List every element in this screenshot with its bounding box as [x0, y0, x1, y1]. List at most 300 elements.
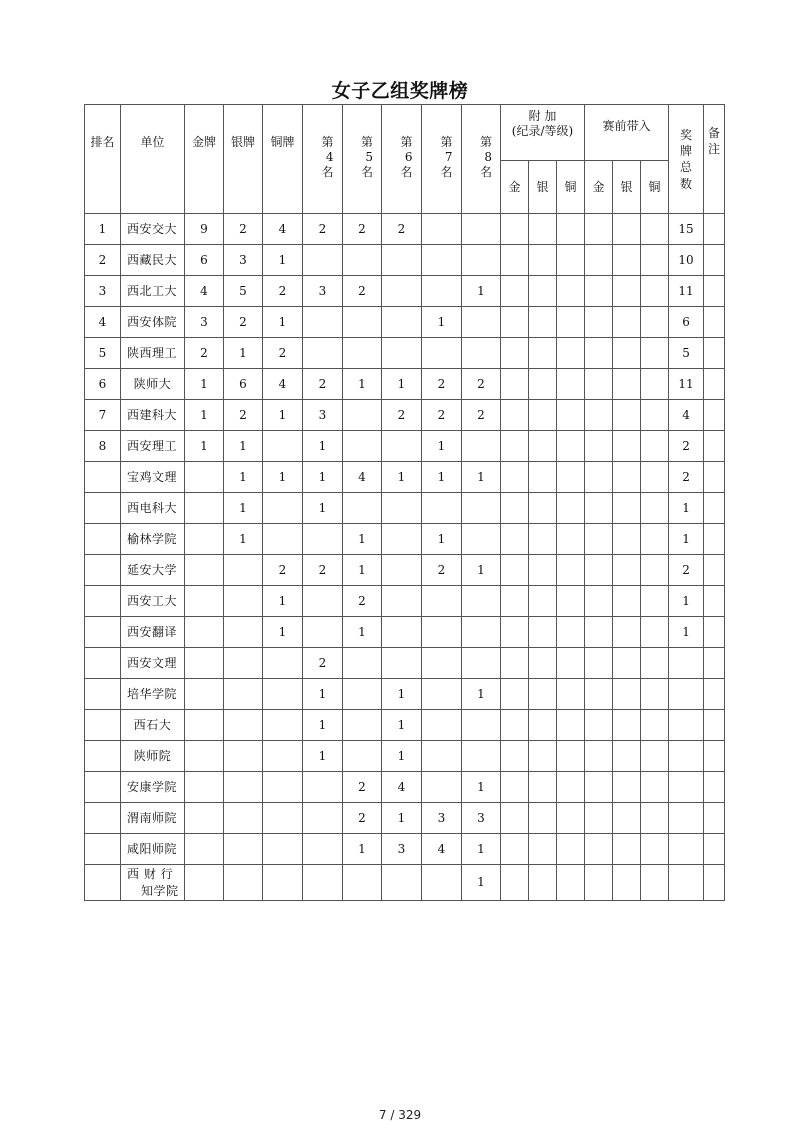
- table-row: [85, 555, 725, 586]
- header-place-4: 第 4 名: [303, 105, 343, 214]
- cell-total: 2: [669, 462, 704, 493]
- cell-p7: [422, 245, 462, 276]
- cell-silver: 6: [224, 369, 263, 400]
- cell-p7: 3: [422, 803, 462, 834]
- cell-p5: 2: [343, 772, 382, 803]
- cell-carried: [585, 834, 613, 865]
- cell-p6: 3: [382, 834, 422, 865]
- cell-p4: 2: [303, 555, 343, 586]
- cell-silver: 1: [224, 431, 263, 462]
- cell-p4: [303, 617, 343, 648]
- cell-total: [669, 834, 704, 865]
- cell-note: [704, 524, 725, 555]
- cell-p8: [462, 214, 501, 245]
- cell-extra: [557, 400, 585, 431]
- cell-note: [704, 772, 725, 803]
- cell-carried: [641, 803, 669, 834]
- cell-p5: 2: [343, 214, 382, 245]
- cell-total: 15: [669, 214, 704, 245]
- cell-extra: [501, 834, 529, 865]
- cell-silver: [224, 710, 263, 741]
- table-row: [85, 803, 725, 834]
- cell-silver: [224, 586, 263, 617]
- cell-p7: 2: [422, 555, 462, 586]
- cell-rank: [85, 710, 121, 741]
- cell-extra: [501, 710, 529, 741]
- cell-carried: [641, 617, 669, 648]
- cell-note: [704, 555, 725, 586]
- cell-silver: [224, 648, 263, 679]
- cell-rank: [85, 555, 121, 586]
- cell-carried: [585, 245, 613, 276]
- cell-extra: [501, 276, 529, 307]
- cell-unit: 西北工大: [121, 276, 185, 307]
- cell-p5: [343, 307, 382, 338]
- cell-carried: [613, 648, 641, 679]
- cell-total: 1: [669, 617, 704, 648]
- cell-p6: [382, 617, 422, 648]
- table-row: [85, 772, 725, 803]
- cell-carried: [641, 214, 669, 245]
- cell-rank: 8: [85, 431, 121, 462]
- cell-p4: 2: [303, 369, 343, 400]
- cell-gold: 1: [185, 431, 224, 462]
- cell-extra: [501, 245, 529, 276]
- cell-carried: [585, 524, 613, 555]
- cell-rank: [85, 803, 121, 834]
- cell-rank: 6: [85, 369, 121, 400]
- header-carried-silver: 银: [613, 161, 641, 214]
- cell-carried: [613, 555, 641, 586]
- cell-gold: [185, 617, 224, 648]
- cell-bronze: 4: [263, 369, 303, 400]
- cell-bronze: 1: [263, 245, 303, 276]
- cell-p5: [343, 245, 382, 276]
- cell-p6: [382, 524, 422, 555]
- cell-silver: [224, 741, 263, 772]
- cell-carried: [641, 865, 669, 901]
- cell-p8: [462, 586, 501, 617]
- cell-total: [669, 710, 704, 741]
- cell-carried: [641, 307, 669, 338]
- cell-p8: [462, 493, 501, 524]
- cell-extra: [501, 648, 529, 679]
- table-row: [85, 741, 725, 772]
- cell-carried: [641, 276, 669, 307]
- cell-note: [704, 679, 725, 710]
- cell-note: [704, 648, 725, 679]
- cell-extra: [557, 772, 585, 803]
- cell-extra: [557, 245, 585, 276]
- cell-unit: 渭南师院: [121, 803, 185, 834]
- cell-extra: [557, 834, 585, 865]
- cell-total: [669, 772, 704, 803]
- cell-total: [669, 741, 704, 772]
- cell-carried: [585, 493, 613, 524]
- cell-carried: [613, 307, 641, 338]
- cell-extra: [557, 586, 585, 617]
- cell-note: [704, 307, 725, 338]
- cell-carried: [613, 741, 641, 772]
- cell-extra: [501, 555, 529, 586]
- cell-p7: [422, 338, 462, 369]
- cell-p6: [382, 245, 422, 276]
- cell-unit: 西安文理: [121, 648, 185, 679]
- cell-p6: [382, 648, 422, 679]
- cell-silver: [224, 834, 263, 865]
- cell-p8: 1: [462, 834, 501, 865]
- cell-carried: [613, 865, 641, 901]
- cell-extra: [557, 338, 585, 369]
- cell-total: 11: [669, 276, 704, 307]
- cell-carried: [613, 524, 641, 555]
- cell-rank: [85, 648, 121, 679]
- cell-carried: [585, 214, 613, 245]
- medal-table-body: [85, 214, 725, 901]
- cell-carried: [641, 493, 669, 524]
- cell-unit: 西安理工: [121, 431, 185, 462]
- cell-bronze: 2: [263, 276, 303, 307]
- cell-p8: [462, 741, 501, 772]
- cell-extra: [501, 586, 529, 617]
- cell-extra: [501, 431, 529, 462]
- cell-p6: [382, 865, 422, 901]
- cell-total: 11: [669, 369, 704, 400]
- cell-note: [704, 710, 725, 741]
- cell-silver: 1: [224, 524, 263, 555]
- cell-p5: 1: [343, 555, 382, 586]
- cell-gold: [185, 834, 224, 865]
- cell-gold: 2: [185, 338, 224, 369]
- cell-p4: 2: [303, 648, 343, 679]
- cell-p7: [422, 493, 462, 524]
- cell-gold: 1: [185, 369, 224, 400]
- cell-p4: [303, 834, 343, 865]
- cell-carried: [585, 617, 613, 648]
- header-place-6: 第 6 名: [382, 105, 422, 214]
- cell-note: [704, 493, 725, 524]
- cell-carried: [613, 214, 641, 245]
- cell-p4: [303, 586, 343, 617]
- cell-note: [704, 834, 725, 865]
- cell-p4: [303, 524, 343, 555]
- cell-total: 10: [669, 245, 704, 276]
- cell-p8: 1: [462, 555, 501, 586]
- cell-p6: [382, 586, 422, 617]
- cell-p7: [422, 617, 462, 648]
- table-row: [85, 338, 725, 369]
- cell-unit: 延安大学: [121, 555, 185, 586]
- table-row: [85, 865, 725, 901]
- cell-p4: [303, 338, 343, 369]
- cell-extra: [529, 214, 557, 245]
- cell-p7: 1: [422, 462, 462, 493]
- cell-extra: [501, 524, 529, 555]
- medal-table: [84, 104, 725, 901]
- table-row: [85, 400, 725, 431]
- cell-p8: 1: [462, 462, 501, 493]
- cell-carried: [613, 431, 641, 462]
- cell-extra: [557, 524, 585, 555]
- cell-extra: [557, 803, 585, 834]
- cell-p4: 3: [303, 276, 343, 307]
- cell-bronze: [263, 648, 303, 679]
- cell-p6: [382, 493, 422, 524]
- cell-unit: 陕西理工: [121, 338, 185, 369]
- cell-rank: 3: [85, 276, 121, 307]
- cell-unit: 咸阳师院: [121, 834, 185, 865]
- cell-rank: [85, 493, 121, 524]
- cell-rank: [85, 772, 121, 803]
- cell-total: 2: [669, 431, 704, 462]
- cell-carried: [641, 834, 669, 865]
- cell-carried: [585, 307, 613, 338]
- cell-unit: 西安体院: [121, 307, 185, 338]
- page-number: 7 / 329: [378, 1108, 422, 1122]
- cell-note: [704, 431, 725, 462]
- cell-p7: [422, 710, 462, 741]
- cell-extra: [501, 741, 529, 772]
- table-row: [85, 679, 725, 710]
- cell-extra: [557, 493, 585, 524]
- cell-p7: [422, 648, 462, 679]
- cell-p5: 2: [343, 803, 382, 834]
- cell-total: 1: [669, 524, 704, 555]
- cell-carried: [585, 462, 613, 493]
- cell-p8: 2: [462, 369, 501, 400]
- cell-gold: [185, 679, 224, 710]
- cell-p7: [422, 865, 462, 901]
- header-extra-subtitle: (纪录/等级): [511, 124, 574, 138]
- cell-p7: [422, 276, 462, 307]
- cell-extra: [529, 865, 557, 901]
- cell-note: [704, 803, 725, 834]
- cell-silver: 2: [224, 400, 263, 431]
- cell-gold: [185, 493, 224, 524]
- cell-total: [669, 803, 704, 834]
- cell-extra: [557, 617, 585, 648]
- cell-extra: [529, 524, 557, 555]
- cell-extra: [557, 555, 585, 586]
- cell-gold: [185, 648, 224, 679]
- cell-p6: 2: [382, 214, 422, 245]
- cell-carried: [613, 493, 641, 524]
- cell-unit: 西安交大: [121, 214, 185, 245]
- cell-extra: [557, 865, 585, 901]
- cell-bronze: 1: [263, 307, 303, 338]
- cell-rank: 2: [85, 245, 121, 276]
- cell-note: [704, 586, 725, 617]
- cell-p7: [422, 679, 462, 710]
- cell-gold: [185, 803, 224, 834]
- cell-p4: [303, 245, 343, 276]
- cell-p5: 2: [343, 586, 382, 617]
- cell-unit: 陕师大: [121, 369, 185, 400]
- cell-extra: [529, 803, 557, 834]
- cell-p6: 1: [382, 741, 422, 772]
- cell-p5: [343, 710, 382, 741]
- cell-extra: [501, 462, 529, 493]
- cell-carried: [585, 803, 613, 834]
- cell-carried: [585, 741, 613, 772]
- cell-p4: 2: [303, 214, 343, 245]
- cell-note: [704, 276, 725, 307]
- cell-p7: 4: [422, 834, 462, 865]
- cell-extra: [557, 648, 585, 679]
- cell-rank: [85, 462, 121, 493]
- cell-extra: [529, 586, 557, 617]
- cell-unit: 西石大: [121, 710, 185, 741]
- header-extra-gold: 金: [501, 161, 529, 214]
- table-row: [85, 369, 725, 400]
- cell-carried: [641, 586, 669, 617]
- cell-p5: 1: [343, 617, 382, 648]
- header-total: 奖牌总数: [669, 105, 704, 214]
- cell-extra: [529, 338, 557, 369]
- cell-unit: 西建科大: [121, 400, 185, 431]
- header-carried: 赛前带入: [585, 105, 669, 161]
- cell-rank: [85, 834, 121, 865]
- cell-extra: [529, 431, 557, 462]
- cell-extra: [501, 772, 529, 803]
- cell-extra: [529, 276, 557, 307]
- cell-carried: [641, 369, 669, 400]
- cell-carried: [585, 338, 613, 369]
- cell-p6: 1: [382, 803, 422, 834]
- cell-extra: [557, 462, 585, 493]
- cell-bronze: [263, 865, 303, 901]
- cell-p7: [422, 214, 462, 245]
- cell-extra: [501, 679, 529, 710]
- cell-silver: 2: [224, 214, 263, 245]
- cell-p5: 1: [343, 524, 382, 555]
- cell-extra: [501, 617, 529, 648]
- cell-total: 6: [669, 307, 704, 338]
- cell-p4: 1: [303, 462, 343, 493]
- cell-silver: [224, 617, 263, 648]
- cell-silver: [224, 803, 263, 834]
- cell-rank: [85, 865, 121, 901]
- cell-p5: [343, 431, 382, 462]
- cell-carried: [641, 710, 669, 741]
- cell-p7: 2: [422, 400, 462, 431]
- cell-p8: [462, 648, 501, 679]
- cell-extra: [529, 555, 557, 586]
- cell-carried: [641, 679, 669, 710]
- cell-p8: 1: [462, 679, 501, 710]
- header-place-5: 第 5 名: [343, 105, 382, 214]
- cell-carried: [613, 245, 641, 276]
- cell-total: 1: [669, 586, 704, 617]
- cell-p8: 2: [462, 400, 501, 431]
- cell-silver: 2: [224, 307, 263, 338]
- cell-p6: 4: [382, 772, 422, 803]
- cell-unit: 陕师院: [121, 741, 185, 772]
- cell-p4: [303, 772, 343, 803]
- cell-p7: 1: [422, 524, 462, 555]
- cell-p8: [462, 307, 501, 338]
- table-row: [85, 307, 725, 338]
- cell-rank: 1: [85, 214, 121, 245]
- cell-bronze: [263, 834, 303, 865]
- cell-p5: 2: [343, 276, 382, 307]
- cell-extra: [529, 462, 557, 493]
- cell-carried: [641, 462, 669, 493]
- cell-note: [704, 245, 725, 276]
- cell-p7: 1: [422, 307, 462, 338]
- cell-carried: [585, 679, 613, 710]
- cell-extra: [501, 307, 529, 338]
- cell-extra: [501, 214, 529, 245]
- cell-p5: [343, 338, 382, 369]
- cell-carried: [613, 338, 641, 369]
- cell-p7: [422, 586, 462, 617]
- table-row: [85, 493, 725, 524]
- table-row: [85, 648, 725, 679]
- cell-carried: [641, 524, 669, 555]
- cell-p8: [462, 245, 501, 276]
- cell-total: 1: [669, 493, 704, 524]
- cell-p7: [422, 772, 462, 803]
- cell-note: [704, 369, 725, 400]
- header-rank: 排名: [85, 105, 121, 214]
- cell-note: [704, 338, 725, 369]
- cell-unit: 培华学院: [121, 679, 185, 710]
- cell-carried: [613, 369, 641, 400]
- table-row: [85, 586, 725, 617]
- cell-extra: [557, 307, 585, 338]
- cell-extra: [557, 431, 585, 462]
- cell-silver: [224, 555, 263, 586]
- header-carried-bronze: 铜: [641, 161, 669, 214]
- cell-p8: [462, 617, 501, 648]
- cell-bronze: 1: [263, 400, 303, 431]
- header-carried-gold: 金: [585, 161, 613, 214]
- cell-p5: [343, 741, 382, 772]
- cell-note: [704, 741, 725, 772]
- cell-carried: [641, 431, 669, 462]
- cell-p6: [382, 338, 422, 369]
- cell-p4: 1: [303, 710, 343, 741]
- header-extra-bronze: 铜: [557, 161, 585, 214]
- cell-carried: [613, 586, 641, 617]
- cell-p6: 1: [382, 462, 422, 493]
- cell-extra: [501, 400, 529, 431]
- cell-rank: [85, 679, 121, 710]
- table-row: [85, 245, 725, 276]
- cell-extra: [501, 493, 529, 524]
- header-bronze: 铜牌: [263, 105, 303, 214]
- cell-note: [704, 617, 725, 648]
- cell-carried: [613, 679, 641, 710]
- header-extra-title: 附 加: [528, 109, 557, 123]
- cell-bronze: [263, 431, 303, 462]
- cell-p6: [382, 307, 422, 338]
- cell-silver: 1: [224, 462, 263, 493]
- cell-p5: [343, 400, 382, 431]
- cell-p5: 4: [343, 462, 382, 493]
- cell-unit: 安康学院: [121, 772, 185, 803]
- cell-bronze: 4: [263, 214, 303, 245]
- cell-p8: [462, 338, 501, 369]
- cell-carried: [585, 276, 613, 307]
- header-silver: 银牌: [224, 105, 263, 214]
- cell-bronze: [263, 524, 303, 555]
- cell-silver: 1: [224, 338, 263, 369]
- header-place-7: 第 7 名: [422, 105, 462, 214]
- cell-extra: [529, 710, 557, 741]
- cell-gold: [185, 586, 224, 617]
